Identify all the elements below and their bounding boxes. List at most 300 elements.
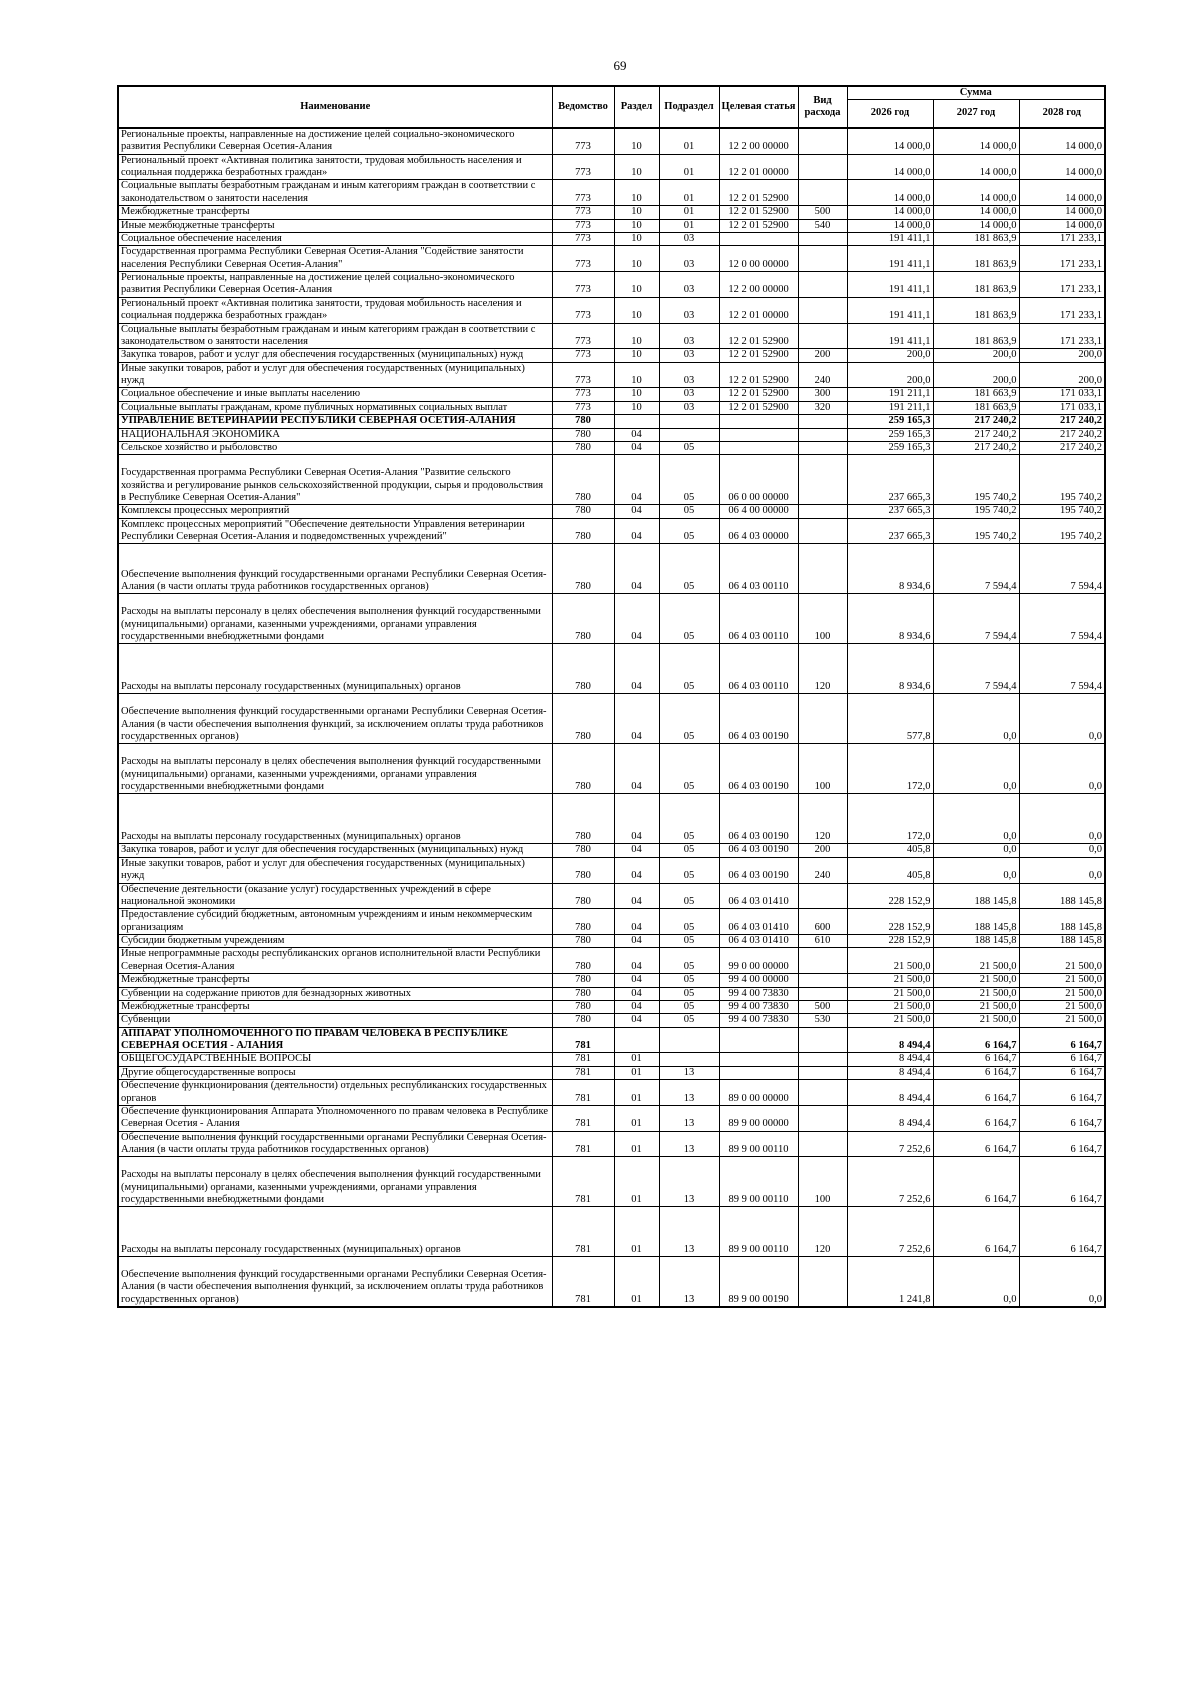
- cell-sum-2027: 217 240,2: [933, 415, 1019, 428]
- cell-sum-2027: 21 500,0: [933, 948, 1019, 974]
- cell-sum-2027: 0,0: [933, 744, 1019, 794]
- cell-sum-2028: 188 145,8: [1019, 883, 1105, 909]
- cell-sum-2026: 8 494,4: [847, 1066, 933, 1079]
- cell-sum-2027: 6 164,7: [933, 1105, 1019, 1131]
- table-row: [118, 1157, 1105, 1207]
- cell-sum-2027: 181 863,9: [933, 297, 1019, 323]
- cell-name: Иные межбюджетные трансферты: [118, 219, 552, 232]
- cell-razdel: 04: [614, 1014, 659, 1027]
- cell-sum-2027: 181 863,9: [933, 323, 1019, 349]
- cell-expense-type: [798, 246, 847, 272]
- cell-sum-2026: 8 934,6: [847, 544, 933, 594]
- cell-podrazdel: 03: [659, 323, 719, 349]
- cell-name: Региональные проекты, направленные на достижение целей социально-экономического развития Республики Северная Осетия-Алания: [118, 272, 552, 298]
- cell-sum-2027: 188 145,8: [933, 909, 1019, 935]
- cell-expense-type: [798, 987, 847, 1000]
- cell-sum-2027: 14 000,0: [933, 206, 1019, 219]
- cell-name: Социальные выплаты гражданам, кроме публичных нормативных социальных выплат: [118, 401, 552, 414]
- cell-vedomstvo: 781: [552, 1257, 614, 1307]
- cell-sum-2027: 14 000,0: [933, 180, 1019, 206]
- header-vedomstvo: Ведомство: [552, 86, 614, 128]
- cell-sum-2026: 259 165,3: [847, 441, 933, 454]
- cell-razdel: 01: [614, 1053, 659, 1066]
- cell-sum-2026: 21 500,0: [847, 948, 933, 974]
- cell-sum-2027: 195 740,2: [933, 455, 1019, 505]
- cell-name: Межбюджетные трансферты: [118, 206, 552, 219]
- cell-sum-2026: 7 252,6: [847, 1157, 933, 1207]
- header-year-2028: 2028 год: [1019, 100, 1105, 128]
- cell-target-article: [719, 441, 798, 454]
- cell-sum-2028: 0,0: [1019, 857, 1105, 883]
- cell-name: Расходы на выплаты персоналу государственных (муниципальных) органов: [118, 1207, 552, 1257]
- cell-sum-2028: 171 033,1: [1019, 401, 1105, 414]
- cell-razdel: 10: [614, 128, 659, 154]
- cell-sum-2027: 181 663,9: [933, 388, 1019, 401]
- cell-expense-type: 100: [798, 744, 847, 794]
- cell-sum-2028: 14 000,0: [1019, 219, 1105, 232]
- cell-expense-type: 530: [798, 1014, 847, 1027]
- cell-sum-2026: 191 411,1: [847, 323, 933, 349]
- cell-target-article: 06 4 03 00110: [719, 594, 798, 644]
- cell-podrazdel: 05: [659, 594, 719, 644]
- cell-podrazdel: 05: [659, 744, 719, 794]
- cell-vedomstvo: 780: [552, 974, 614, 987]
- cell-sum-2026: 14 000,0: [847, 154, 933, 180]
- cell-sum-2027: 195 740,2: [933, 505, 1019, 518]
- cell-sum-2026: 191 411,1: [847, 272, 933, 298]
- cell-sum-2026: 191 411,1: [847, 246, 933, 272]
- cell-target-article: 06 4 03 00000: [719, 518, 798, 544]
- cell-name: Обеспечение выполнения функций государственными органами Республики Северная Осетия-Алания (в части оплаты труда работников государственных органов): [118, 1131, 552, 1157]
- cell-name: Обеспечение выполнения функций государственными органами Республики Северная Осетия-Алания (в части обеспечения выполнения функций, за исключением оплаты труда работников государственных органов): [118, 694, 552, 744]
- cell-vedomstvo: 781: [552, 1157, 614, 1207]
- cell-sum-2028: 6 164,7: [1019, 1053, 1105, 1066]
- cell-podrazdel: [659, 428, 719, 441]
- cell-target-article: 12 2 01 00000: [719, 154, 798, 180]
- cell-sum-2028: 217 240,2: [1019, 415, 1105, 428]
- cell-sum-2026: 228 152,9: [847, 909, 933, 935]
- cell-razdel: 04: [614, 744, 659, 794]
- table-row: [118, 948, 1105, 974]
- header-year-2026: 2026 год: [847, 100, 933, 128]
- cell-podrazdel: 03: [659, 362, 719, 388]
- cell-target-article: 12 2 01 52900: [719, 349, 798, 362]
- cell-vedomstvo: 780: [552, 909, 614, 935]
- cell-sum-2026: 172,0: [847, 744, 933, 794]
- cell-podrazdel: [659, 415, 719, 428]
- cell-sum-2028: 6 164,7: [1019, 1105, 1105, 1131]
- header-expense-type: Вид расхода: [798, 86, 847, 128]
- cell-razdel: 04: [614, 505, 659, 518]
- cell-sum-2026: 14 000,0: [847, 206, 933, 219]
- cell-razdel: 01: [614, 1131, 659, 1157]
- cell-vedomstvo: 780: [552, 744, 614, 794]
- cell-vedomstvo: 781: [552, 1207, 614, 1257]
- cell-razdel: 01: [614, 1080, 659, 1106]
- cell-target-article: 06 4 03 01410: [719, 883, 798, 909]
- cell-podrazdel: 13: [659, 1207, 719, 1257]
- cell-sum-2027: 217 240,2: [933, 428, 1019, 441]
- cell-sum-2026: 259 165,3: [847, 428, 933, 441]
- cell-sum-2028: 171 033,1: [1019, 388, 1105, 401]
- cell-name: Обеспечение выполнения функций государственными органами Республики Северная Осетия-Алания (в части оплаты труда работников государственных органов): [118, 544, 552, 594]
- cell-vedomstvo: 773: [552, 272, 614, 298]
- table-row: [118, 594, 1105, 644]
- cell-razdel: [614, 415, 659, 428]
- cell-vedomstvo: 781: [552, 1053, 614, 1066]
- cell-sum-2028: 21 500,0: [1019, 974, 1105, 987]
- cell-target-article: 89 9 00 00110: [719, 1207, 798, 1257]
- cell-sum-2027: 7 594,4: [933, 544, 1019, 594]
- cell-razdel: 04: [614, 844, 659, 857]
- cell-sum-2028: 14 000,0: [1019, 180, 1105, 206]
- cell-expense-type: 600: [798, 909, 847, 935]
- header-sum: Сумма: [847, 86, 1105, 100]
- cell-razdel: 10: [614, 401, 659, 414]
- cell-sum-2028: 200,0: [1019, 362, 1105, 388]
- cell-expense-type: [798, 441, 847, 454]
- cell-target-article: [719, 1066, 798, 1079]
- cell-target-article: 06 4 03 01410: [719, 909, 798, 935]
- cell-name: Региональный проект «Активная политика занятости, трудовая мобильность населения и социальная поддержка безработных граждан»: [118, 154, 552, 180]
- cell-vedomstvo: 773: [552, 323, 614, 349]
- table-row: [118, 415, 1105, 428]
- cell-sum-2028: 6 164,7: [1019, 1157, 1105, 1207]
- table-row: [118, 883, 1105, 909]
- cell-sum-2027: 181 863,9: [933, 246, 1019, 272]
- cell-vedomstvo: 780: [552, 441, 614, 454]
- cell-sum-2028: 6 164,7: [1019, 1207, 1105, 1257]
- cell-podrazdel: [659, 1027, 719, 1053]
- cell-expense-type: 300: [798, 388, 847, 401]
- cell-expense-type: [798, 428, 847, 441]
- table-row: [118, 219, 1105, 232]
- cell-name: Расходы на выплаты персоналу в целях обеспечения выполнения функций государственными (муниципальными) органами, казенными учреждениями, органами управления государственными внебюджетными фондами: [118, 744, 552, 794]
- cell-target-article: 06 4 03 00190: [719, 844, 798, 857]
- cell-name: Субвенции на содержание приютов для безнадзорных животных: [118, 987, 552, 1000]
- cell-sum-2027: 0,0: [933, 857, 1019, 883]
- table-row: [118, 544, 1105, 594]
- cell-vedomstvo: 780: [552, 844, 614, 857]
- cell-vedomstvo: 773: [552, 206, 614, 219]
- cell-razdel: 04: [614, 857, 659, 883]
- cell-sum-2026: 191 211,1: [847, 401, 933, 414]
- table-row: [118, 272, 1105, 298]
- table-row: [118, 909, 1105, 935]
- cell-name: Предоставление субсидий бюджетным, автономным учреждениям и иным некоммерческим организациям: [118, 909, 552, 935]
- cell-razdel: 04: [614, 518, 659, 544]
- cell-expense-type: [798, 694, 847, 744]
- cell-expense-type: 610: [798, 935, 847, 948]
- cell-name: Субвенции: [118, 1014, 552, 1027]
- cell-podrazdel: 05: [659, 844, 719, 857]
- cell-sum-2027: 181 863,9: [933, 272, 1019, 298]
- table-row: [118, 388, 1105, 401]
- cell-sum-2028: 21 500,0: [1019, 1000, 1105, 1013]
- cell-expense-type: [798, 323, 847, 349]
- cell-name: Закупка товаров, работ и услуг для обеспечения государственных (муниципальных) нужд: [118, 844, 552, 857]
- cell-razdel: 10: [614, 219, 659, 232]
- cell-name: Государственная программа Республики Северная Осетия-Алания "Содействие занятости населения Республики Северная Осетия-Алания": [118, 246, 552, 272]
- cell-sum-2027: 0,0: [933, 1257, 1019, 1307]
- cell-vedomstvo: 780: [552, 987, 614, 1000]
- table-row: [118, 1080, 1105, 1106]
- table-row: [118, 428, 1105, 441]
- cell-podrazdel: 05: [659, 857, 719, 883]
- cell-target-article: 99 0 00 00000: [719, 948, 798, 974]
- cell-podrazdel: 05: [659, 794, 719, 844]
- table-row: [118, 455, 1105, 505]
- cell-sum-2027: 21 500,0: [933, 1014, 1019, 1027]
- cell-podrazdel: 03: [659, 297, 719, 323]
- cell-sum-2027: 0,0: [933, 794, 1019, 844]
- cell-podrazdel: 03: [659, 401, 719, 414]
- cell-sum-2027: 21 500,0: [933, 1000, 1019, 1013]
- cell-sum-2026: 8 494,4: [847, 1080, 933, 1106]
- cell-target-article: 89 9 00 00110: [719, 1131, 798, 1157]
- table-row: [118, 206, 1105, 219]
- cell-sum-2026: 8 934,6: [847, 644, 933, 694]
- cell-podrazdel: 05: [659, 987, 719, 1000]
- cell-sum-2027: 6 164,7: [933, 1027, 1019, 1053]
- cell-razdel: 10: [614, 272, 659, 298]
- cell-razdel: 04: [614, 1000, 659, 1013]
- cell-vedomstvo: 773: [552, 219, 614, 232]
- cell-sum-2026: 405,8: [847, 857, 933, 883]
- cell-target-article: [719, 1027, 798, 1053]
- cell-sum-2027: 181 663,9: [933, 401, 1019, 414]
- budget-table: [117, 85, 1106, 1308]
- cell-podrazdel: 05: [659, 455, 719, 505]
- cell-expense-type: 240: [798, 362, 847, 388]
- table-row: [118, 362, 1105, 388]
- table-row: [118, 297, 1105, 323]
- cell-sum-2026: 259 165,3: [847, 415, 933, 428]
- cell-sum-2028: 0,0: [1019, 744, 1105, 794]
- cell-sum-2028: 171 233,1: [1019, 232, 1105, 245]
- cell-expense-type: [798, 232, 847, 245]
- cell-target-article: 12 2 01 52900: [719, 401, 798, 414]
- cell-podrazdel: [659, 1053, 719, 1066]
- cell-target-article: 12 2 00 00000: [719, 272, 798, 298]
- cell-sum-2028: 171 233,1: [1019, 246, 1105, 272]
- cell-target-article: [719, 415, 798, 428]
- cell-sum-2027: 181 863,9: [933, 232, 1019, 245]
- cell-vedomstvo: 781: [552, 1131, 614, 1157]
- cell-sum-2027: 7 594,4: [933, 644, 1019, 694]
- cell-razdel: 10: [614, 362, 659, 388]
- cell-expense-type: [798, 518, 847, 544]
- cell-expense-type: 540: [798, 219, 847, 232]
- table-row: [118, 1105, 1105, 1131]
- cell-name: Субсидии бюджетным учреждениям: [118, 935, 552, 948]
- cell-sum-2027: 6 164,7: [933, 1080, 1019, 1106]
- cell-sum-2026: 237 665,3: [847, 455, 933, 505]
- table-header: [118, 86, 1105, 128]
- cell-target-article: 12 2 01 52900: [719, 206, 798, 219]
- cell-podrazdel: 13: [659, 1080, 719, 1106]
- cell-sum-2026: 577,8: [847, 694, 933, 744]
- cell-podrazdel: 05: [659, 935, 719, 948]
- table-row: [118, 1053, 1105, 1066]
- cell-podrazdel: 03: [659, 272, 719, 298]
- cell-razdel: 04: [614, 948, 659, 974]
- table-row: [118, 128, 1105, 154]
- table-row: [118, 518, 1105, 544]
- cell-expense-type: [798, 180, 847, 206]
- table-row: [118, 441, 1105, 454]
- cell-expense-type: 100: [798, 594, 847, 644]
- cell-expense-type: 500: [798, 1000, 847, 1013]
- cell-sum-2026: 14 000,0: [847, 180, 933, 206]
- cell-target-article: 12 2 01 52900: [719, 323, 798, 349]
- cell-name: Расходы на выплаты персоналу государственных (муниципальных) органов: [118, 644, 552, 694]
- cell-target-article: 99 4 00 00000: [719, 974, 798, 987]
- cell-expense-type: [798, 974, 847, 987]
- cell-expense-type: [798, 272, 847, 298]
- cell-target-article: [719, 1053, 798, 1066]
- cell-sum-2028: 171 233,1: [1019, 297, 1105, 323]
- cell-expense-type: [798, 948, 847, 974]
- table-row: [118, 180, 1105, 206]
- table-row: [118, 154, 1105, 180]
- cell-sum-2027: 217 240,2: [933, 441, 1019, 454]
- cell-expense-type: 200: [798, 844, 847, 857]
- cell-name: Региональные проекты, направленные на достижение целей социально-экономического развития Республики Северная Осетия-Алания: [118, 128, 552, 154]
- header-podrazdel: Подраздел: [659, 86, 719, 128]
- cell-target-article: 89 9 00 00000: [719, 1105, 798, 1131]
- cell-podrazdel: 03: [659, 388, 719, 401]
- cell-expense-type: [798, 544, 847, 594]
- cell-expense-type: [798, 1080, 847, 1106]
- cell-sum-2026: 228 152,9: [847, 935, 933, 948]
- cell-expense-type: 320: [798, 401, 847, 414]
- cell-target-article: 06 4 00 00000: [719, 505, 798, 518]
- cell-podrazdel: 01: [659, 206, 719, 219]
- cell-target-article: 99 4 00 73830: [719, 987, 798, 1000]
- cell-sum-2026: 1 241,8: [847, 1257, 933, 1307]
- cell-vedomstvo: 780: [552, 794, 614, 844]
- cell-sum-2026: 200,0: [847, 349, 933, 362]
- cell-name: Расходы на выплаты персоналу в целях обеспечения выполнения функций государственными (муниципальными) органами, казенными учреждениями, органами управления государственными внебюджетными фондами: [118, 1157, 552, 1207]
- cell-razdel: 10: [614, 180, 659, 206]
- table-row: [118, 744, 1105, 794]
- cell-razdel: 04: [614, 794, 659, 844]
- cell-vedomstvo: 780: [552, 544, 614, 594]
- cell-sum-2027: 14 000,0: [933, 154, 1019, 180]
- cell-target-article: 99 4 00 73830: [719, 1014, 798, 1027]
- cell-vedomstvo: 773: [552, 180, 614, 206]
- cell-sum-2027: 195 740,2: [933, 518, 1019, 544]
- cell-podrazdel: 01: [659, 180, 719, 206]
- cell-podrazdel: 03: [659, 349, 719, 362]
- table-row: [118, 1066, 1105, 1079]
- table-row: [118, 1257, 1105, 1307]
- cell-name: Социальное обеспечение населения: [118, 232, 552, 245]
- cell-sum-2028: 195 740,2: [1019, 518, 1105, 544]
- cell-sum-2026: 237 665,3: [847, 505, 933, 518]
- table-row: [118, 974, 1105, 987]
- cell-sum-2028: 0,0: [1019, 794, 1105, 844]
- cell-expense-type: [798, 1131, 847, 1157]
- cell-podrazdel: 13: [659, 1131, 719, 1157]
- table-body: [118, 128, 1105, 1307]
- table-row: [118, 401, 1105, 414]
- table-row: [118, 1131, 1105, 1157]
- cell-name: УПРАВЛЕНИЕ ВЕТЕРИНАРИИ РЕСПУБЛИКИ СЕВЕРНАЯ ОСЕТИЯ-АЛАНИЯ: [118, 415, 552, 428]
- cell-sum-2027: 200,0: [933, 362, 1019, 388]
- cell-expense-type: [798, 154, 847, 180]
- cell-razdel: 10: [614, 297, 659, 323]
- table-row: [118, 232, 1105, 245]
- cell-name: Иные закупки товаров, работ и услуг для обеспечения государственных (муниципальных) нужд: [118, 857, 552, 883]
- cell-name: ОБЩЕГОСУДАРСТВЕННЫЕ ВОПРОСЫ: [118, 1053, 552, 1066]
- cell-sum-2027: 21 500,0: [933, 974, 1019, 987]
- cell-sum-2027: 200,0: [933, 349, 1019, 362]
- cell-target-article: [719, 428, 798, 441]
- cell-razdel: 10: [614, 349, 659, 362]
- cell-sum-2028: 0,0: [1019, 844, 1105, 857]
- cell-name: Комплекс процессных мероприятий "Обеспечение деятельности Управления ветеринарии Республики Северная Осетия-Алания и подведомственных учреждений": [118, 518, 552, 544]
- cell-sum-2026: 191 411,1: [847, 297, 933, 323]
- cell-target-article: 06 4 03 00190: [719, 794, 798, 844]
- cell-vedomstvo: 780: [552, 415, 614, 428]
- cell-target-article: 12 2 00 00000: [719, 128, 798, 154]
- cell-name: Иные непрограммные расходы республиканских органов исполнительной власти Республики Северная Осетия-Алания: [118, 948, 552, 974]
- cell-podrazdel: 13: [659, 1157, 719, 1207]
- cell-podrazdel: 01: [659, 154, 719, 180]
- cell-expense-type: 200: [798, 349, 847, 362]
- cell-target-article: 06 4 03 00190: [719, 857, 798, 883]
- cell-podrazdel: 13: [659, 1257, 719, 1307]
- cell-podrazdel: 05: [659, 1000, 719, 1013]
- cell-vedomstvo: 780: [552, 518, 614, 544]
- cell-sum-2026: 7 252,6: [847, 1207, 933, 1257]
- cell-podrazdel: 05: [659, 694, 719, 744]
- cell-expense-type: 240: [798, 857, 847, 883]
- cell-expense-type: [798, 455, 847, 505]
- cell-podrazdel: 13: [659, 1066, 719, 1079]
- cell-podrazdel: 13: [659, 1105, 719, 1131]
- cell-razdel: 01: [614, 1066, 659, 1079]
- cell-target-article: 12 2 01 52900: [719, 219, 798, 232]
- cell-sum-2028: 217 240,2: [1019, 441, 1105, 454]
- cell-sum-2028: 6 164,7: [1019, 1131, 1105, 1157]
- table-row: [118, 1207, 1105, 1257]
- cell-sum-2028: 171 233,1: [1019, 323, 1105, 349]
- cell-vedomstvo: 780: [552, 948, 614, 974]
- cell-sum-2026: 405,8: [847, 844, 933, 857]
- cell-razdel: 04: [614, 935, 659, 948]
- cell-vedomstvo: 780: [552, 1014, 614, 1027]
- cell-expense-type: [798, 1027, 847, 1053]
- cell-vedomstvo: 781: [552, 1080, 614, 1106]
- cell-name: Межбюджетные трансферты: [118, 1000, 552, 1013]
- cell-razdel: 04: [614, 594, 659, 644]
- header-razdel: Раздел: [614, 86, 659, 128]
- cell-sum-2028: 217 240,2: [1019, 428, 1105, 441]
- cell-target-article: 12 2 01 52900: [719, 362, 798, 388]
- cell-name: Обеспечение функционирования Аппарата Уполномоченного по правам человека в Республике Северная Осетия - Алания: [118, 1105, 552, 1131]
- table-row: [118, 987, 1105, 1000]
- cell-vedomstvo: 773: [552, 297, 614, 323]
- cell-name: Другие общегосударственные вопросы: [118, 1066, 552, 1079]
- cell-razdel: 04: [614, 441, 659, 454]
- cell-vedomstvo: 780: [552, 1000, 614, 1013]
- cell-expense-type: [798, 1105, 847, 1131]
- cell-sum-2026: 14 000,0: [847, 219, 933, 232]
- cell-razdel: 10: [614, 388, 659, 401]
